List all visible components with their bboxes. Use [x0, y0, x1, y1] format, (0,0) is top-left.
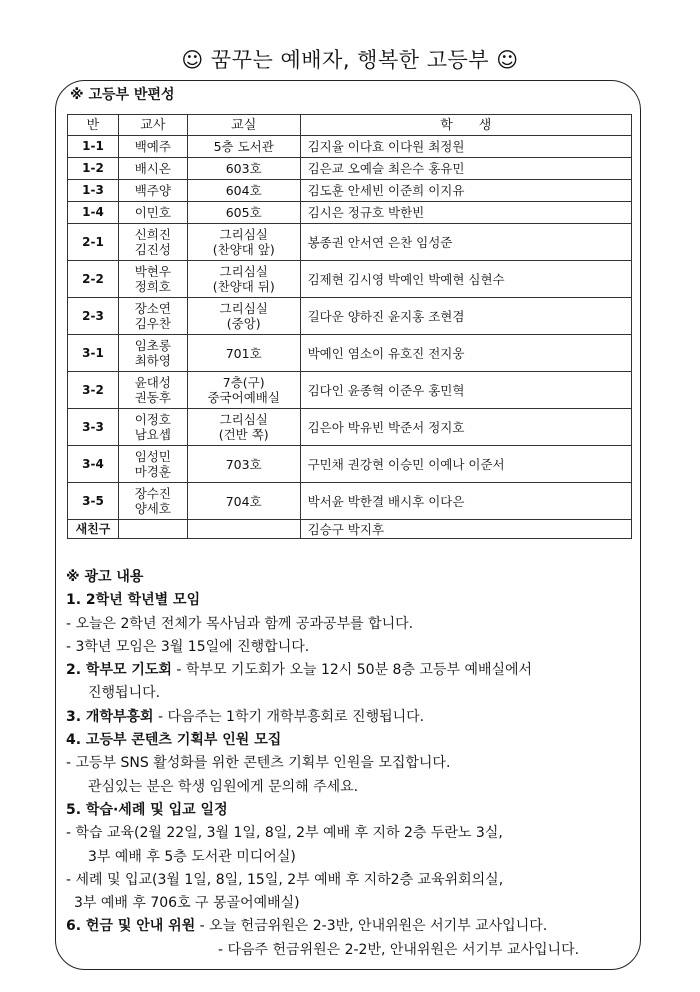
- class-number: 3-4: [68, 446, 119, 483]
- students-cell: 김은아 박유빈 박준서 정지호: [300, 409, 631, 446]
- room-name: 그리심실: [219, 412, 268, 427]
- room-cell: [187, 224, 300, 261]
- teacher-name: 장소연: [134, 301, 171, 316]
- announcement-text: 진행됩니다.: [88, 685, 161, 702]
- room-name: 그리심실: [219, 264, 268, 279]
- announcement-line: [66, 799, 646, 822]
- announcement-text: - 학습 교육(2월 22일, 3월 1일, 8일, 2부 예배 후 지하 2층 두란노 3실,: [66, 825, 503, 842]
- teacher-name: 윤대성: [134, 375, 171, 390]
- announcement-text: - 3학년 모임은 3월 15일에 진행합니다.: [66, 638, 310, 655]
- teacher-cell: [118, 224, 187, 261]
- room-cell: [187, 446, 300, 483]
- teacher-cell: [118, 180, 187, 202]
- room-name: 그리심실: [219, 227, 268, 242]
- room-cell: [187, 158, 300, 180]
- teacher-name: 임초롱: [134, 338, 171, 353]
- header-teacher: 교사: [118, 115, 187, 136]
- class-number: 2-3: [68, 298, 119, 335]
- announcement-line: [66, 729, 646, 752]
- room-name: 5층 도서관: [213, 139, 274, 154]
- announcement-line: [66, 706, 646, 729]
- teacher-cell: [118, 136, 187, 158]
- room-name: (건반 쪽): [218, 427, 269, 442]
- announcement-line: [66, 915, 646, 938]
- room-name: (찬양대 앞): [212, 242, 275, 257]
- table-row: [68, 483, 632, 520]
- announcements-heading: ※ 광고 내용: [66, 569, 144, 585]
- students-cell: 김지율 이다효 이다원 최정원: [300, 136, 631, 158]
- table-header-row: [68, 115, 632, 136]
- announcement-line: [66, 752, 646, 775]
- teacher-cell: [118, 446, 187, 483]
- class-number: 3-2: [68, 372, 119, 409]
- announcements: [66, 566, 646, 962]
- announcement-lines: [66, 589, 646, 962]
- room-name: 그리심실: [219, 301, 268, 316]
- announcement-title: 1. 2학년 학년별 모임: [66, 592, 201, 609]
- announcement-line: [66, 776, 646, 799]
- class-number: 3-3: [68, 409, 119, 446]
- students-cell: 길다운 양하진 윤지홍 조현겸: [300, 298, 631, 335]
- teacher-name: 마경훈: [134, 464, 171, 479]
- class-number: 1-3: [68, 180, 119, 202]
- teacher-name: 남요셉: [134, 427, 171, 442]
- table-row: [68, 136, 632, 158]
- class-number: 1-1: [68, 136, 119, 158]
- announcement-title: 3. 개학부흥회: [66, 708, 154, 725]
- teacher-name: 최하영: [134, 353, 171, 368]
- room-name: 7층(구): [222, 375, 265, 390]
- announcement-text: 관심있는 분은 학생 임원에게 문의해 주세요.: [88, 778, 359, 795]
- announcement-line: [66, 822, 646, 845]
- students-cell: 김은교 오예슬 최은수 홍유민: [300, 158, 631, 180]
- page-title: ☺ 꿈꾸는 예배자, 행복한 고등부 ☺: [181, 48, 519, 72]
- class-number: 1-4: [68, 202, 119, 224]
- roster-heading: ※ 고등부 반편성: [70, 87, 175, 103]
- announcement-title: 2. 학부모 기도회: [66, 662, 172, 679]
- announcement-line: [66, 636, 646, 659]
- announcement-line: [66, 939, 646, 962]
- teacher-name: 권동후: [134, 390, 171, 405]
- header-ban: 반: [68, 115, 119, 136]
- room-cell: [187, 409, 300, 446]
- room-name: (찬양대 뒤): [212, 279, 275, 294]
- class-number: 2-1: [68, 224, 119, 261]
- teacher-cell: [118, 372, 187, 409]
- room-cell: [187, 261, 300, 298]
- announcement-title: 4. 고등부 콘텐츠 기획부 인원 모집: [66, 732, 282, 749]
- announcement-text: 3부 예배 후 706호 구 몽골어예배실): [74, 895, 300, 912]
- table-row: [68, 335, 632, 372]
- table-row: [68, 202, 632, 224]
- teacher-cell: [118, 409, 187, 446]
- teacher-name: 이민호: [134, 205, 171, 220]
- announcement-text: - 오늘은 2학년 전체가 목사님과 함께 공과공부를 합니다.: [66, 615, 414, 632]
- announcement-text: - 오늘 헌금위원은 2-3반, 안내위원은 서기부 교사입니다.: [195, 918, 548, 935]
- students-cell: 박예인 염소이 유호진 전지웅: [300, 335, 631, 372]
- teacher-cell: [118, 520, 187, 539]
- announcement-line: [66, 892, 646, 915]
- teacher-cell: [118, 483, 187, 520]
- table-row: [68, 520, 632, 539]
- teacher-cell: [118, 202, 187, 224]
- room-name: 중국어예배실: [207, 390, 280, 405]
- header-students: 학 생: [300, 115, 631, 136]
- class-number: 3-5: [68, 483, 119, 520]
- class-number: 3-1: [68, 335, 119, 372]
- teacher-name: 정희호: [134, 279, 171, 294]
- announcement-line: [66, 869, 646, 892]
- table-row: [68, 372, 632, 409]
- announcement-title: 6. 헌금 및 안내 위원: [66, 918, 196, 935]
- teacher-name: 백예주: [134, 139, 171, 154]
- class-number: 1-2: [68, 158, 119, 180]
- table-row: [68, 180, 632, 202]
- teacher-name: 신희진: [134, 227, 171, 242]
- students-cell: 봉종권 안서연 은찬 임성준: [300, 224, 631, 261]
- announcement-text: - 학부모 기도회가 오늘 12시 50분 8층 고등부 예배실에서: [171, 662, 533, 679]
- table-row: [68, 446, 632, 483]
- room-cell: [187, 180, 300, 202]
- table-row: [68, 261, 632, 298]
- teacher-name: 이정호: [134, 412, 171, 427]
- teacher-cell: [118, 335, 187, 372]
- table-row: [68, 224, 632, 261]
- room-cell: [187, 202, 300, 224]
- students-cell: 김시은 정규호 박한빈: [300, 202, 631, 224]
- room-cell: [187, 335, 300, 372]
- announcement-text: - 고등부 SNS 활성화를 위한 콘텐츠 기획부 인원을 모집합니다.: [66, 755, 451, 772]
- class-roster-table: [67, 114, 632, 539]
- table-row: [68, 409, 632, 446]
- teacher-name: 양세호: [134, 501, 171, 516]
- table-row: [68, 158, 632, 180]
- teacher-cell: [118, 158, 187, 180]
- room-cell: [187, 298, 300, 335]
- announcement-line: [66, 682, 646, 705]
- room-cell: [187, 520, 300, 539]
- class-number: 새친구: [68, 520, 119, 539]
- students-cell: 김다인 윤종혁 이준우 홍민혁: [300, 372, 631, 409]
- students-cell: 박서윤 박한결 배시후 이다은: [300, 483, 631, 520]
- students-cell: 김승구 박지후: [300, 520, 631, 539]
- room-name: 703호: [225, 456, 262, 472]
- teacher-cell: [118, 298, 187, 335]
- teacher-cell: [118, 261, 187, 298]
- announcement-title: 5. 학습·세례 및 입교 일정: [66, 801, 228, 818]
- teacher-name: 임성민: [134, 449, 171, 464]
- students-cell: 김제현 김시영 박예인 박예현 심현수: [300, 261, 631, 298]
- announcement-line: [66, 659, 646, 682]
- class-number: 2-2: [68, 261, 119, 298]
- teacher-name: 장수진: [134, 486, 171, 501]
- teacher-name: 배시온: [134, 161, 171, 176]
- announcement-text: - 다음주 헌금위원은 2-2반, 안내위원은 서기부 교사입니다.: [218, 941, 580, 958]
- room-name: 704호: [225, 493, 262, 509]
- room-cell: [187, 483, 300, 520]
- table-row: [68, 298, 632, 335]
- students-cell: 구민채 권강현 이승민 이예나 이준서: [300, 446, 631, 483]
- room-name: 603호: [225, 161, 262, 176]
- room-cell: [187, 372, 300, 409]
- room-cell: [187, 136, 300, 158]
- roster-body: [68, 136, 632, 539]
- teacher-name: 박현우: [134, 264, 171, 279]
- announcement-text: - 다음주는 1학기 개학부흥회로 진행됩니다.: [153, 708, 425, 725]
- room-name: 701호: [225, 345, 262, 361]
- room-name: (중앙): [226, 316, 261, 331]
- announcement-text: 3부 예배 후 5층 도서관 미디어실): [88, 848, 296, 865]
- teacher-name: 백주양: [134, 183, 171, 198]
- announcement-line: [66, 846, 646, 869]
- students-cell: 김도훈 안세빈 이준희 이지유: [300, 180, 631, 202]
- announcement-text: - 세례 및 입교(3월 1일, 8일, 15일, 2부 예배 후 지하2층 교육위회의실,: [66, 871, 504, 888]
- room-name: 604호: [225, 183, 262, 198]
- teacher-name: 김우찬: [134, 316, 171, 331]
- announcement-line: [66, 589, 646, 612]
- room-name: 605호: [225, 205, 262, 220]
- header-room: 교실: [187, 115, 300, 136]
- teacher-name: 김진성: [134, 242, 171, 257]
- announcement-line: [66, 613, 646, 636]
